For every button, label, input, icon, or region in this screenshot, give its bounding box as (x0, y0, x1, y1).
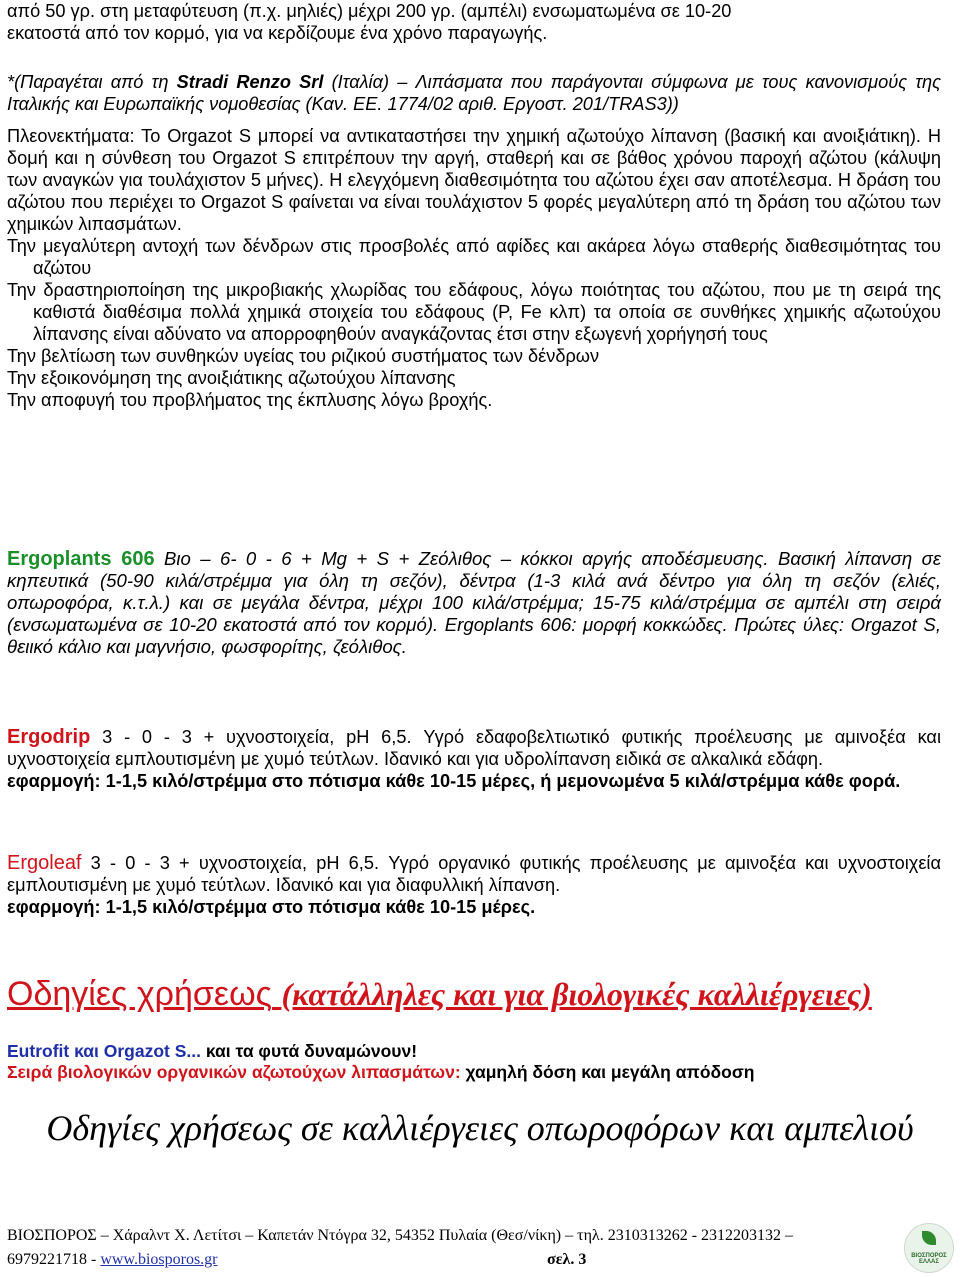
biosporos-logo (904, 1223, 954, 1275)
footer-address: ΒΙΟΣΠΟΡΟΣ – Χάραλντ Χ. Λετίτσι – Καπετάν Ντόγρα 32, 54352 Πυλαία (Θεσ/νίκη) – τηλ. 2310313262 - 2312203132 – (7, 1227, 794, 1244)
note-company: Stradi Renzo Srl (176, 72, 324, 92)
intro-line-1: από 50 γρ. στη μεταφύτευση (π.χ. μηλιές) μέχρι 200 γρ. (αμπέλι) ενσωματωμένα σε 10-20 (7, 1, 732, 21)
ergodrip-text: 3 - 0 - 3 + υχνοστοιχεία, pH 6,5. Υγρό εδαφοβελτιωτικό φυτικής προέλευσης με αμινοξέα και υχνοστοιχεία εμπλουτισμένη με χυμό τεύτλων. Ιδανικό και για υδρολίπανση ειδικά σε αλκαλικά εδάφη. (7, 727, 941, 769)
advantage-item: Την αποφυγή του προβλήματος της έκπλυσης λόγω βροχής. (7, 390, 493, 410)
subtitle: Οδηγίες χρήσεως σε καλλιέργειες οπωροφόρων και αμπελιού (46, 1108, 914, 1148)
ergodrip-application: εφαρμογή: 1-1,5 κιλό/στρέμμα στο πότισμα κάθε 10-15 μέρες, ή μεμονωμένα 5 κιλά/στρέμμα κάθε φορά. (7, 771, 901, 791)
tagline-rest: και τα φυτά δυναμώνουν! (200, 1041, 418, 1061)
tagline (7, 1040, 941, 1062)
advantages-section (7, 125, 941, 411)
ergoplants-text: Bιο – 6- 0 - 6 + Mg + S + Ζεόλιθος – κόκκοι αργής αποδέσμευσης. Βασική λίπανση σε κηπευτικά (50-90 κιλά/στρέμμα για όλη τη σεζόν), δέντρα (1-3 κιλά ανά δέντρο για όλη τη σεζόν (ελιές, οπωροφόρα, κ.τ.λ.) και σε μεγάλα δέντρα, μέχρι 100 κιλά/στρέμμα; 15-75 κιλά/στρέμμα σε αμπέλι στη σειρά (ενσωματωμένα σε 10-20 εκατοστά από τον κορμό). Ergoplants 606: μορφή κοκκώδες. Πρώτες ύλες: Orgazot S, θειικό κάλιο και μαγνήσιο, φωσφορίτης, ζεόλιθος. (7, 548, 941, 657)
ergoleaf-text: 3 - 0 - 3 + υχνοστοιχεία, pH 6,5. Υγρό οργανικό φυτικής προέλευσης με αμινοξέα και υχνοστοιχεία εμπλουτισμένη με χυμό τεύτλων. Ιδανικό και για διαφυλλική λίπανση. (7, 853, 941, 895)
advantage-item: Την μεγαλύτερη αντοχή των δένδρων στις προσβολές από αφίδες και ακάρεα λόγω σταθερής διαθεσιμότητας του αζώτου (7, 236, 941, 278)
series-line (7, 1061, 941, 1083)
ergoleaf-section (7, 852, 941, 918)
instructions-title (7, 975, 872, 1014)
note-prefix: *(Παραγέται από τη (7, 72, 177, 92)
ergoplants-section (7, 548, 941, 658)
footer-website-link[interactable]: www.biosporos.gr (100, 1251, 218, 1268)
ergodrip-section (7, 726, 941, 792)
intro-line-2: εκατοστά από τον κορμό, για να κερδίζουμε ένα χρόνο παραγωγής. (7, 23, 548, 43)
ergoleaf-application: εφαρμογή: 1-1,5 κιλό/στρέμμα στο πότισμα κάθε 10-15 μέρες. (7, 897, 536, 917)
instructions-title-sans: Οδηγίες χρήσεως (7, 975, 272, 1013)
intro-text (7, 0, 941, 44)
series-label: Σειρά βιολογικών οργανικών αζωτούχων λιπασμάτων: (7, 1062, 461, 1082)
advantage-item: Την βελτίωση των συνθηκών υγείας του ριζικού συστήματος των δένδρων (7, 346, 600, 366)
tagline-brand: Eutrofit και Orgazot S... (7, 1041, 201, 1061)
ergoleaf-name: Ergoleaf (7, 852, 82, 874)
page-number: σελ. 3 (547, 1251, 587, 1268)
logo-text: ΒΙΟΣΠΟΡΟΣ ΕΛΛΑΣ (911, 1253, 947, 1265)
producer-note (7, 71, 941, 115)
advantage-item: Την δραστηριοποίηση της μικροβιακής χλωρίδας του εδάφους, λόγω ποιότητας του αζώτου, που με τη σειρά της καθιστά διαθέσιμα πολλά χημικά στοιχεία του εδάφους (P, Fe κλπ) τα οποία σε συνθήκες χημικής αζωτούχου λίπανσης είναι αδύνατο να απορροφηθούν αναγκάζοντας έτσι στην εξωγενή χορήγησή τους (7, 280, 941, 344)
advantages-paragraph: Πλεονεκτήματα: Το Orgazot S μπορεί να αντικαταστήσει την χημική αζωτούχο λίπανση (βασική και ανοιξιάτικη). Η δομή και η σύνθεση του Orgazot S επιτρέπουν την αργή, σταθερή και σε βάθος χρόνου παροχή αζώτου (κάλυψη των αναγκών για τουλάχιστον 5 μήνες). Η ελεγχόμενη διαθεσιμότητα του αζώτου έχει σαν αποτέλεσμα. Η δράση του αζώτου που περιέχει το Orgazot S φαίνεται να είναι τουλάχιστον 5 φορές μεγαλύτερη από τη δράση του αζώτου των χημικών λιπασμάτων. (7, 126, 941, 234)
ergoplants-name: Ergoplants 606 (7, 548, 155, 570)
instructions-title-serif: (κατάλληλες και για βιολογικές καλλιέργειες) (281, 976, 872, 1012)
note-rest: (Ιταλία) – Λιπάσματα που παράγονται σύμφωνα με τους κανονισμούς της Ιταλικής και Ευρωπαϊκής νομοθεσίας (Καν. ΕΕ. 1774/02 αριθ. Εργοστ. 201/TRAS3)) (7, 72, 941, 114)
footer-contact (7, 1251, 907, 1269)
advantage-item: Την εξοικονόμηση της ανοιξιάτικης αζωτούχου λίπανσης (7, 368, 456, 388)
series-rest: χαμηλή δόση και μεγάλη απόδοση (460, 1062, 755, 1082)
footer-phone: 6979221718 - (7, 1251, 101, 1268)
ergodrip-name: Ergodrip (7, 726, 91, 748)
